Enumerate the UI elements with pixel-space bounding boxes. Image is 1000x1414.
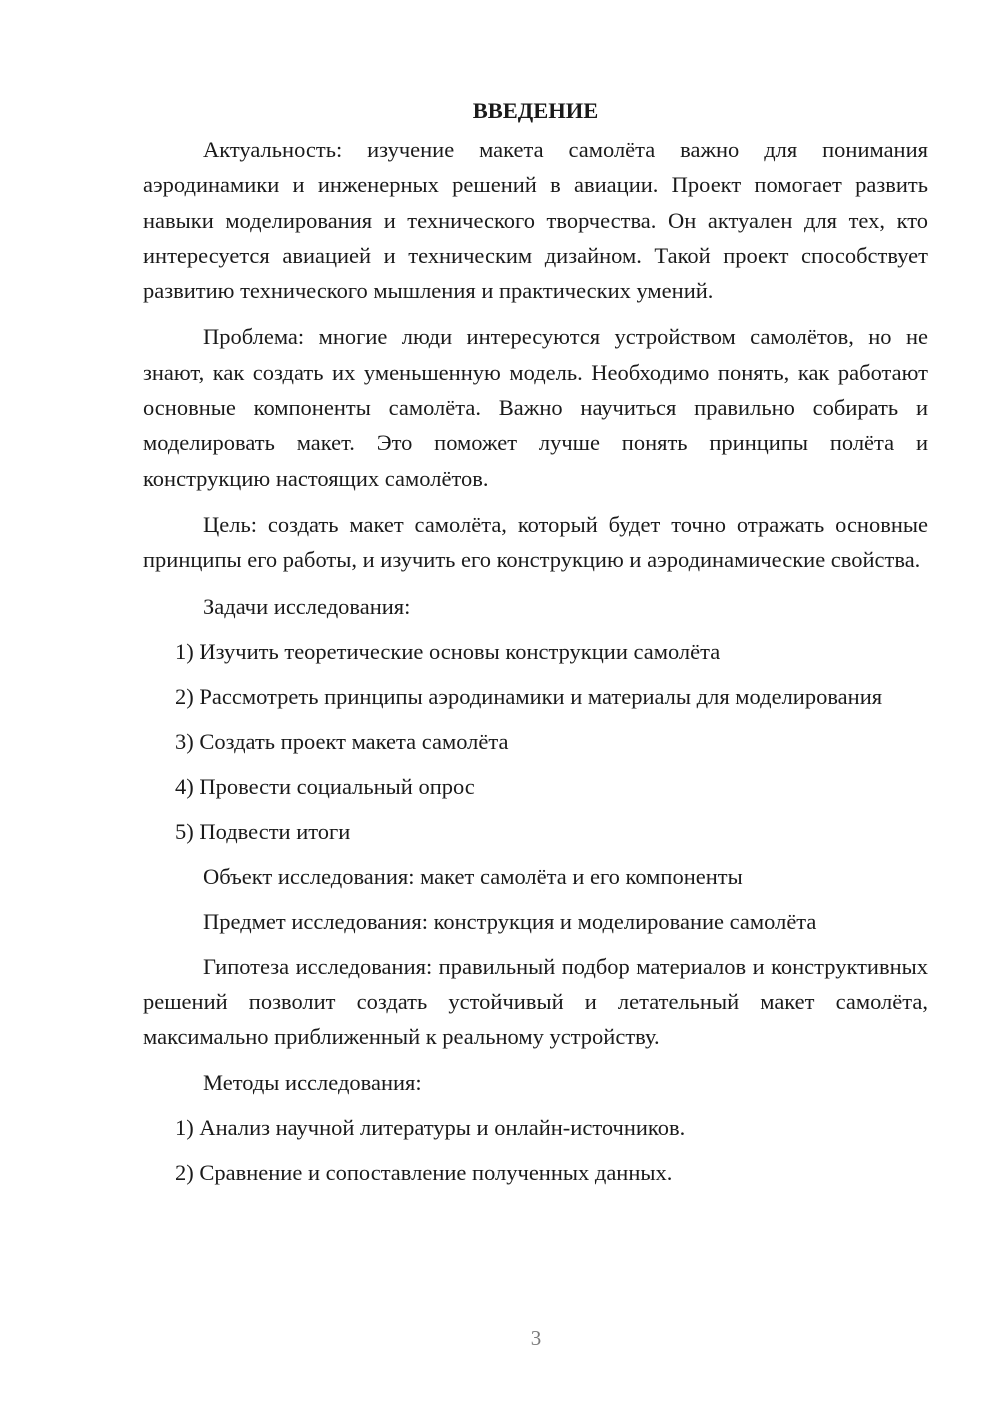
method-item-1: 1) Анализ научной литературы и онлайн-источников.	[175, 1115, 686, 1141]
task-item-2: 2) Рассмотреть принципы аэродинамики и материалы для моделирования	[175, 683, 883, 709]
task-item-4: 4) Провести социальный опрос	[175, 773, 475, 799]
method-item-2: 2) Сравнение и сопоставление полученных данных.	[175, 1160, 673, 1186]
relevance-paragraph: Актуальность: изучение макета самолёта важно для понимания аэродинамики и инженерных решений в авиации. Проект помогает развить навыки моделирования и технического творчества. Он актуален для тех, кто интересуется авиацией и техническим дизайном. Такой проект способствует развитию технического мышления и практических умений.	[143, 137, 928, 304]
section-title: ВВЕДЕНИЕ	[472, 98, 599, 123]
tasks-heading: Задачи исследования:	[203, 593, 411, 619]
research-subject: Предмет исследования: конструкция и моделирование самолёта	[203, 908, 817, 934]
methods-heading: Методы исследования:	[203, 1070, 422, 1096]
task-item-1: 1) Изучить теоретические основы конструкции самолёта	[175, 638, 721, 664]
task-item-3: 3) Создать проект макета самолёта	[175, 728, 509, 754]
problem-paragraph: Проблема: многие люди интересуются устройством самолётов, но не знают, как создать их уменьшенную модель. Необходимо понять, как работают основные компоненты самолёта. Важно научиться правильно собирать и моделировать макет. Это поможет лучше понять принципы полёта и конструкцию настоящих самолётов.	[143, 324, 928, 491]
task-item-5: 5) Подвести итоги	[175, 818, 351, 844]
document-page	[143, 96, 928, 1200]
research-object: Объект исследования: макет самолёта и его компоненты	[203, 863, 743, 889]
page-number: 3	[530, 1326, 542, 1350]
hypothesis-paragraph: Гипотеза исследования: правильный подбор материалов и конструктивных решений позволит создать устойчивый и летательный макет самолёта, максимально приближенный к реальному устройству.	[143, 953, 928, 1050]
goal-paragraph: Цель: создать макет самолёта, который будет точно отражать основные принципы его работы, и изучить его конструкцию и аэродинамические свойства.	[143, 511, 928, 573]
